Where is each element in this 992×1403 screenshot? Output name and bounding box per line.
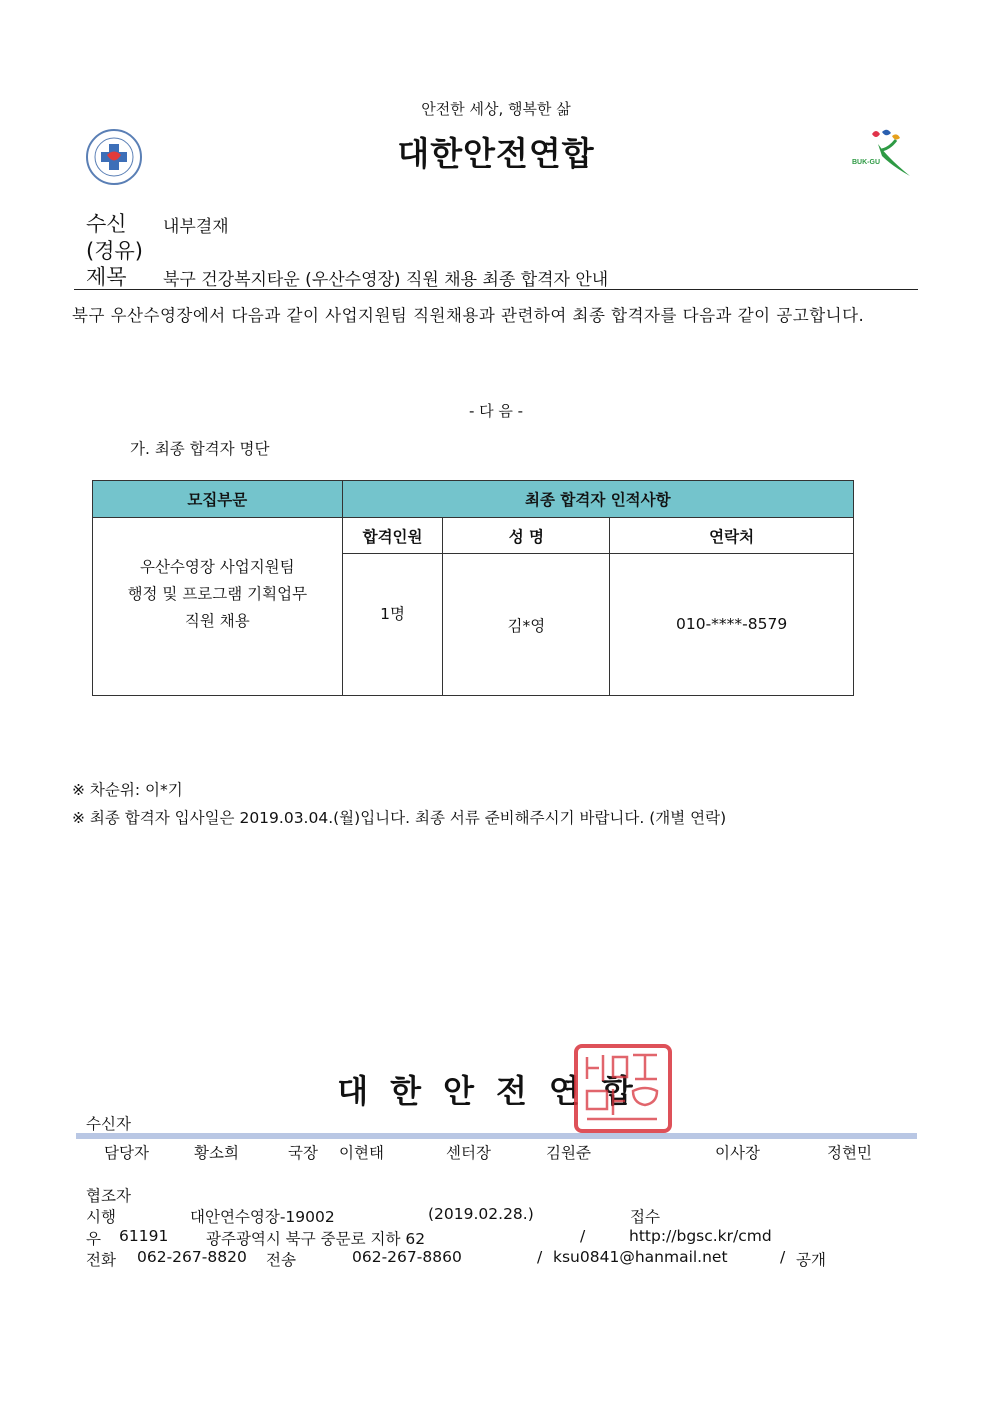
footer-divider	[76, 1133, 917, 1139]
subject-value: 북구 건강복지타운 (우산수영장) 직원 채용 최종 합격자 안내	[163, 270, 609, 290]
center-name: 김원준	[546, 1144, 591, 1162]
section-divider-text: - 다 음 -	[468, 402, 524, 420]
staff-name: 황소희	[194, 1144, 239, 1162]
bukgu-logo-icon	[852, 126, 912, 178]
phone-label: 전화	[86, 1251, 116, 1269]
table-header-row	[93, 481, 854, 518]
address: 광주광역시 북구 중문로 지하 62	[206, 1230, 426, 1248]
website-link[interactable]: http://bgsc.kr/cmd	[629, 1227, 772, 1245]
cooperation-label: 협조자	[86, 1187, 131, 1205]
via-label: (경유)	[86, 239, 143, 263]
dept-line: 우산수영장 사업지원팀	[139, 558, 295, 576]
subheader-name: 성 명	[443, 518, 610, 554]
association-emblem-icon	[85, 128, 143, 186]
section-title: 가. 최종 합격자 명단	[130, 440, 270, 458]
official-seal-icon	[573, 1043, 673, 1134]
staff-label: 담당자	[104, 1144, 149, 1162]
subject-label: 제목	[86, 265, 127, 289]
exec-label: 시행	[86, 1208, 116, 1226]
results-table	[92, 480, 854, 696]
exec-date: (2019.02.28.)	[428, 1205, 534, 1223]
recipient-label: 수신	[86, 212, 127, 236]
subheader-contact: 연락처	[610, 518, 854, 554]
email-link[interactable]: ksu0841@hanmail.net	[553, 1248, 728, 1266]
address-separator: /	[580, 1227, 586, 1245]
postal-code: 61191	[119, 1227, 169, 1245]
note-start-date: ※ 최종 합격자 입사일은 2019.03.04.(월)입니다. 최종 서류 준비해주시기 바랍니다. (개별 연락)	[72, 809, 727, 827]
name-cell: 김*영	[443, 554, 610, 696]
disclosure-separator: /	[780, 1248, 786, 1266]
count-cell: 1명	[342, 554, 443, 696]
receipt-label: 접수	[630, 1208, 660, 1226]
email-separator: /	[537, 1248, 543, 1266]
chair-name: 정현민	[827, 1144, 872, 1162]
header-dept: 모집부문	[93, 481, 343, 518]
fax-number: 062-267-8860	[352, 1248, 462, 1266]
exec-number: 대안연수영장-19002	[190, 1208, 335, 1226]
fax-label: 전송	[266, 1251, 296, 1269]
header-divider	[74, 289, 918, 290]
director-label: 국장	[288, 1144, 318, 1162]
recipient-value: 내부결재	[163, 217, 229, 237]
phone-number: 062-267-8820	[137, 1248, 247, 1266]
slogan: 안전한 세상, 행복한 삶	[421, 100, 571, 118]
subheader-count: 합격인원	[342, 518, 443, 554]
director-name: 이현태	[339, 1144, 384, 1162]
disclosure-status: 공개	[796, 1251, 826, 1269]
body-paragraph: 북구 우산수영장에서 다음과 같이 사업지원팀 직원채용과 관련하여 최종 합격자를 다음과 같이 공고합니다.	[72, 306, 865, 325]
dept-line: 직원 채용	[184, 612, 250, 630]
center-label: 센터장	[446, 1144, 491, 1162]
contact-cell: 010-****-8579	[610, 554, 854, 696]
org-title: 대한안전연합	[397, 134, 595, 173]
postal-label: 우	[86, 1230, 101, 1248]
bukgu-logo-text: BUK-GU	[852, 159, 880, 166]
footer-recipient-label: 수신자	[86, 1115, 131, 1133]
dept-line: 행정 및 프로그램 기획업무	[127, 585, 308, 603]
dept-cell	[93, 518, 343, 696]
footer-org-name: 대한안전연합	[337, 1072, 655, 1110]
note-runner-up: ※ 차순위: 이*기	[72, 781, 183, 799]
header-info: 최종 합격자 인적사항	[342, 481, 853, 518]
chair-label: 이사장	[715, 1144, 760, 1162]
table-subheader-row	[93, 518, 854, 554]
